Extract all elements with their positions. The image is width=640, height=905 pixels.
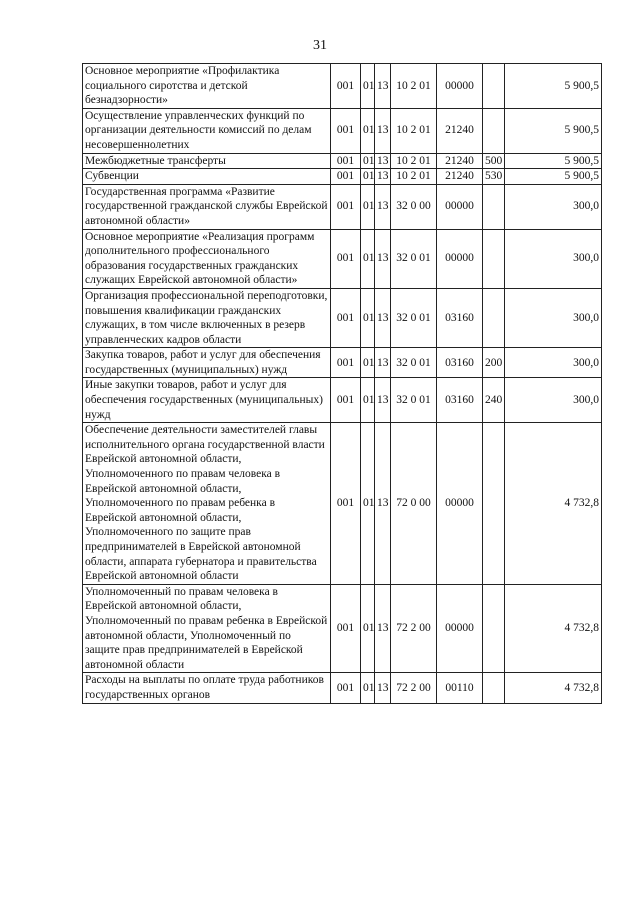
grbs-code-cell: 001	[331, 423, 361, 585]
subsection-code-cell: 13	[375, 584, 391, 673]
grbs-code-cell: 001	[331, 288, 361, 347]
section-code-cell: 01	[361, 108, 375, 153]
program-code-cell: 72 2 00	[391, 584, 437, 673]
program-code-cell: 10 2 01	[391, 64, 437, 109]
row-name-cell: Государственная программа «Развитие государственной гражданской службы Еврейской автономной области»	[83, 184, 331, 229]
expense-direction-cell: 00000	[437, 229, 483, 288]
table-row	[83, 229, 602, 288]
section-code-cell: 01	[361, 348, 375, 378]
amount-cell: 300,0	[505, 288, 602, 347]
table-row	[83, 184, 602, 229]
amount-cell: 300,0	[505, 184, 602, 229]
grbs-code-cell: 001	[331, 108, 361, 153]
subsection-code-cell: 13	[375, 153, 391, 169]
expense-direction-cell: 03160	[437, 378, 483, 423]
section-code-cell: 01	[361, 584, 375, 673]
row-name-cell: Основное мероприятие «Профилактика социального сиротства и детской безнадзорности»	[83, 64, 331, 109]
expense-direction-cell: 03160	[437, 348, 483, 378]
expense-type-cell	[483, 288, 505, 347]
grbs-code-cell: 001	[331, 229, 361, 288]
expense-direction-cell: 00000	[437, 184, 483, 229]
expense-type-cell	[483, 229, 505, 288]
expense-direction-cell: 03160	[437, 288, 483, 347]
program-code-cell: 72 0 00	[391, 423, 437, 585]
program-code-cell: 32 0 01	[391, 378, 437, 423]
expense-type-cell	[483, 184, 505, 229]
row-name-cell: Уполномоченный по правам человека в Еврейской автономной области, Уполномоченный по правам ребенка в Еврейской автономной области, Уполномоченный по защите прав предпринимателей в Еврейской автономной области	[83, 584, 331, 673]
program-code-cell: 72 2 00	[391, 673, 437, 703]
table-body	[83, 64, 602, 704]
section-code-cell: 01	[361, 423, 375, 585]
amount-cell: 4 732,8	[505, 673, 602, 703]
table-row	[83, 423, 602, 585]
grbs-code-cell: 001	[331, 184, 361, 229]
amount-cell: 4 732,8	[505, 423, 602, 585]
table-row	[83, 169, 602, 185]
grbs-code-cell: 001	[331, 673, 361, 703]
row-name-cell: Расходы на выплаты по оплате труда работников государственных органов	[83, 673, 331, 703]
section-code-cell: 01	[361, 153, 375, 169]
expense-direction-cell: 00000	[437, 584, 483, 673]
row-name-cell: Основное мероприятие «Реализация программ дополнительного профессионального образования государственных гражданских служащих Еврейской автономной области»	[83, 229, 331, 288]
row-name-cell: Иные закупки товаров, работ и услуг для обеспечения государственных (муниципальных) нужд	[83, 378, 331, 423]
subsection-code-cell: 13	[375, 423, 391, 585]
subsection-code-cell: 13	[375, 184, 391, 229]
grbs-code-cell: 001	[331, 378, 361, 423]
section-code-cell: 01	[361, 378, 375, 423]
amount-cell: 4 732,8	[505, 584, 602, 673]
section-code-cell: 01	[361, 288, 375, 347]
row-name-cell: Межбюджетные трансферты	[83, 153, 331, 169]
program-code-cell: 32 0 01	[391, 348, 437, 378]
table-row	[83, 153, 602, 169]
expense-type-cell: 500	[483, 153, 505, 169]
row-name-cell: Субвенции	[83, 169, 331, 185]
grbs-code-cell: 001	[331, 348, 361, 378]
grbs-code-cell: 001	[331, 169, 361, 185]
expense-direction-cell: 21240	[437, 108, 483, 153]
program-code-cell: 32 0 01	[391, 288, 437, 347]
subsection-code-cell: 13	[375, 348, 391, 378]
program-code-cell: 10 2 01	[391, 169, 437, 185]
subsection-code-cell: 13	[375, 229, 391, 288]
amount-cell: 5 900,5	[505, 169, 602, 185]
grbs-code-cell: 001	[331, 64, 361, 109]
amount-cell: 300,0	[505, 348, 602, 378]
expense-type-cell	[483, 423, 505, 585]
row-name-cell: Обеспечение деятельности заместителей главы исполнительного органа государственной власти Еврейской автономной области, Уполномоченного по правам человека в Еврейской автономной области, Уполномоченного по правам ребенка в Еврейской автономной области, Уполномоченного по защите прав предпринимателей в Еврейской автономной области, аппарата губернатора и правительства Еврейской автономной области	[83, 423, 331, 585]
expense-direction-cell: 21240	[437, 153, 483, 169]
subsection-code-cell: 13	[375, 64, 391, 109]
expense-type-cell: 530	[483, 169, 505, 185]
amount-cell: 5 900,5	[505, 108, 602, 153]
section-code-cell: 01	[361, 673, 375, 703]
subsection-code-cell: 13	[375, 378, 391, 423]
section-code-cell: 01	[361, 184, 375, 229]
grbs-code-cell: 001	[331, 153, 361, 169]
program-code-cell: 32 0 00	[391, 184, 437, 229]
subsection-code-cell: 13	[375, 673, 391, 703]
expense-direction-cell: 00000	[437, 423, 483, 585]
table-row	[83, 108, 602, 153]
subsection-code-cell: 13	[375, 288, 391, 347]
program-code-cell: 10 2 01	[391, 108, 437, 153]
section-code-cell: 01	[361, 64, 375, 109]
expense-direction-cell: 00110	[437, 673, 483, 703]
subsection-code-cell: 13	[375, 169, 391, 185]
table-row	[83, 378, 602, 423]
table-row	[83, 348, 602, 378]
row-name-cell: Осуществление управленческих функций по организации деятельности комиссий по делам несовершеннолетних	[83, 108, 331, 153]
amount-cell: 5 900,5	[505, 153, 602, 169]
table-row	[83, 673, 602, 703]
page-number: 31	[313, 38, 327, 53]
row-name-cell: Закупка товаров, работ и услуг для обеспечения государственных (муниципальных) нужд	[83, 348, 331, 378]
section-code-cell: 01	[361, 169, 375, 185]
expense-type-cell	[483, 108, 505, 153]
expense-direction-cell: 00000	[437, 64, 483, 109]
expense-type-cell	[483, 673, 505, 703]
expense-type-cell	[483, 64, 505, 109]
amount-cell: 300,0	[505, 229, 602, 288]
table-row	[83, 584, 602, 673]
program-code-cell: 32 0 01	[391, 229, 437, 288]
expense-type-cell: 240	[483, 378, 505, 423]
program-code-cell: 10 2 01	[391, 153, 437, 169]
subsection-code-cell: 13	[375, 108, 391, 153]
budget-table	[82, 63, 602, 704]
amount-cell: 5 900,5	[505, 64, 602, 109]
row-name-cell: Организация профессиональной переподготовки, повышения квалификации гражданских служащих, в том числе включенных в резерв управленческих кадров области	[83, 288, 331, 347]
expense-type-cell: 200	[483, 348, 505, 378]
amount-cell: 300,0	[505, 378, 602, 423]
expense-type-cell	[483, 584, 505, 673]
expense-direction-cell: 21240	[437, 169, 483, 185]
section-code-cell: 01	[361, 229, 375, 288]
grbs-code-cell: 001	[331, 584, 361, 673]
table-row	[83, 64, 602, 109]
table-row	[83, 288, 602, 347]
